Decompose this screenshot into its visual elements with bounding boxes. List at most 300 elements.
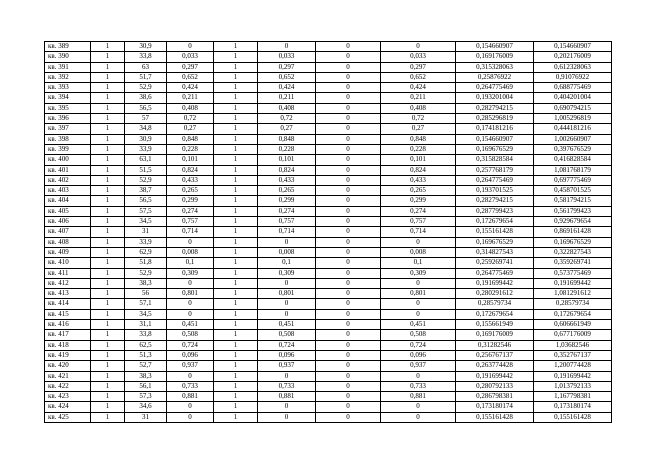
count-cell: 1 [91,350,125,360]
value-a-cell: 0,937 [167,361,214,371]
value-d-cell: 0 [381,237,456,247]
value-a-cell: 0,801 [167,289,214,299]
value-d-cell: 0,937 [381,361,456,371]
count-cell: 1 [91,217,125,227]
value-a-cell: 0,72 [167,114,214,124]
coef-cell: 1 [214,93,258,103]
count-cell: 1 [91,237,125,247]
area-cell: 62,5 [125,340,167,350]
value-a-cell: 0,733 [167,381,214,391]
count-cell: 1 [91,330,125,340]
value-d-cell: 0 [381,42,456,52]
value-d-cell: 0 [381,402,456,412]
coef-cell: 1 [214,155,258,165]
value-a-cell: 0,27 [167,124,214,134]
area-cell: 30,9 [125,42,167,52]
count-cell: 1 [91,278,125,288]
value-d-cell: 0,652 [381,72,456,82]
value-d-cell: 0,848 [381,134,456,144]
total-cell: 0,688775469 [534,83,612,93]
value-a-cell: 0,881 [167,392,214,402]
table-row [45,165,612,175]
value-d-cell: 0,824 [381,165,456,175]
value-c-cell: 0 [316,62,381,72]
share-cell: 0,285296819 [456,114,534,124]
count-cell: 1 [91,361,125,371]
apartment-cell: кв. 419 [45,350,91,360]
count-cell: 1 [91,155,125,165]
value-a-cell: 0,101 [167,155,214,165]
value-d-cell: 0 [381,371,456,381]
value-b-cell: 0,508 [258,330,316,340]
area-cell: 51,7 [125,72,167,82]
value-a-cell: 0,033 [167,52,214,62]
count-cell: 1 [91,371,125,381]
share-cell: 0,191699442 [456,278,534,288]
apartment-cell: кв. 402 [45,175,91,185]
value-b-cell: 0,228 [258,144,316,154]
total-cell: 0,697775469 [534,175,612,185]
value-d-cell: 0,299 [381,196,456,206]
value-d-cell: 0,27 [381,124,456,134]
count-cell: 1 [91,392,125,402]
value-c-cell: 0 [316,124,381,134]
count-cell: 1 [91,83,125,93]
share-cell: 0,280792133 [456,381,534,391]
apartment-cell: кв. 424 [45,402,91,412]
table-row [45,320,612,330]
total-cell: 1,081768179 [534,165,612,175]
value-d-cell: 0,265 [381,186,456,196]
value-b-cell: 0,27 [258,124,316,134]
value-a-cell: 0,848 [167,134,214,144]
table-body [45,42,612,423]
value-b-cell: 0,299 [258,196,316,206]
coef-cell: 1 [214,289,258,299]
table-row [45,42,612,52]
value-c-cell: 0 [316,186,381,196]
count-cell: 1 [91,72,125,82]
value-b-cell: 0,297 [258,62,316,72]
total-cell: 0,191699442 [534,278,612,288]
coef-cell: 1 [214,412,258,422]
count-cell: 1 [91,268,125,278]
total-cell: 0,169676529 [534,237,612,247]
value-d-cell: 0,274 [381,206,456,216]
count-cell: 1 [91,103,125,113]
table-row [45,217,612,227]
area-cell: 56,5 [125,103,167,113]
apartment-cell: кв. 410 [45,258,91,268]
total-cell: 1,013792133 [534,381,612,391]
coef-cell: 1 [214,144,258,154]
total-cell: 0,28579734 [534,299,612,309]
value-c-cell: 0 [316,83,381,93]
area-cell: 51,8 [125,258,167,268]
table-row [45,392,612,402]
value-a-cell: 0 [167,309,214,319]
coef-cell: 1 [214,258,258,268]
coef-cell: 1 [214,175,258,185]
value-d-cell: 0,714 [381,227,456,237]
table-row [45,299,612,309]
table-row [45,196,612,206]
value-a-cell: 0,008 [167,247,214,257]
area-cell: 57,3 [125,392,167,402]
apartment-cell: кв. 401 [45,165,91,175]
table-row [45,62,612,72]
apartment-cell: кв. 408 [45,237,91,247]
value-d-cell: 0,408 [381,103,456,113]
value-c-cell: 0 [316,320,381,330]
value-b-cell: 0,451 [258,320,316,330]
share-cell: 0,155161428 [456,227,534,237]
share-cell: 0,264775469 [456,268,534,278]
total-cell: 0,612328063 [534,62,612,72]
count-cell: 1 [91,42,125,52]
area-cell: 63,1 [125,155,167,165]
total-cell: 0,352767137 [534,350,612,360]
value-d-cell: 0,101 [381,155,456,165]
coef-cell: 1 [214,62,258,72]
total-cell: 0,322827543 [534,247,612,257]
share-cell: 0,169676529 [456,144,534,154]
value-b-cell: 0,714 [258,227,316,237]
coef-cell: 1 [214,392,258,402]
coef-cell: 1 [214,361,258,371]
value-b-cell: 0,824 [258,165,316,175]
coef-cell: 1 [214,330,258,340]
coef-cell: 1 [214,350,258,360]
share-cell: 0,282794215 [456,196,534,206]
total-cell: 1,005296819 [534,114,612,124]
value-d-cell: 0 [381,309,456,319]
coef-cell: 1 [214,103,258,113]
value-b-cell: 0,757 [258,217,316,227]
apartment-cell: кв. 400 [45,155,91,165]
data-table [44,41,612,423]
area-cell: 57 [125,114,167,124]
value-c-cell: 0 [316,103,381,113]
value-a-cell: 0,824 [167,165,214,175]
count-cell: 1 [91,175,125,185]
value-a-cell: 0 [167,237,214,247]
total-cell: 1,081291612 [534,289,612,299]
table-row [45,278,612,288]
area-cell: 57,5 [125,206,167,216]
value-d-cell: 0,1 [381,258,456,268]
value-a-cell: 0,1 [167,258,214,268]
share-cell: 0,193701525 [456,186,534,196]
table-row [45,371,612,381]
value-c-cell: 0 [316,268,381,278]
value-d-cell: 0,72 [381,114,456,124]
value-c-cell: 0 [316,381,381,391]
share-cell: 0,169176009 [456,52,534,62]
value-b-cell: 0,724 [258,340,316,350]
table-row [45,134,612,144]
total-cell: 0,416828584 [534,155,612,165]
count-cell: 1 [91,165,125,175]
area-cell: 30,9 [125,134,167,144]
total-cell: 1,002660907 [534,134,612,144]
value-c-cell: 0 [316,165,381,175]
value-d-cell: 0,733 [381,381,456,391]
value-b-cell: 0,096 [258,350,316,360]
coef-cell: 1 [214,402,258,412]
apartment-cell: кв. 395 [45,103,91,113]
value-c-cell: 0 [316,392,381,402]
share-cell: 0,25876922 [456,72,534,82]
total-cell: 0,172679654 [534,309,612,319]
share-cell: 0,257768179 [456,165,534,175]
apartment-cell: кв. 417 [45,330,91,340]
total-cell: 0,458701525 [534,186,612,196]
coef-cell: 1 [214,268,258,278]
value-a-cell: 0,265 [167,186,214,196]
count-cell: 1 [91,247,125,257]
area-cell: 51,3 [125,350,167,360]
total-cell: 0,929679654 [534,217,612,227]
value-b-cell: 0,733 [258,381,316,391]
value-b-cell: 0,274 [258,206,316,216]
area-cell: 38,3 [125,371,167,381]
apartment-cell: кв. 392 [45,72,91,82]
share-cell: 0,315328063 [456,62,534,72]
value-a-cell: 0,096 [167,350,214,360]
total-cell: 0,690794215 [534,103,612,113]
total-cell: 0,191699442 [534,371,612,381]
value-d-cell: 0,451 [381,320,456,330]
apartment-cell: кв. 416 [45,320,91,330]
total-cell: 0,869161428 [534,227,612,237]
table-row [45,175,612,185]
share-cell: 0,282794215 [456,103,534,113]
area-cell: 34,5 [125,309,167,319]
total-cell: 1,200774428 [534,361,612,371]
total-cell: 1,167798381 [534,392,612,402]
table-row [45,72,612,82]
table-row [45,155,612,165]
apartment-cell: кв. 398 [45,134,91,144]
total-cell: 0,581794215 [534,196,612,206]
value-b-cell: 0,211 [258,93,316,103]
value-b-cell: 0,408 [258,103,316,113]
coef-cell: 1 [214,42,258,52]
value-c-cell: 0 [316,371,381,381]
share-cell: 0,264775469 [456,175,534,185]
value-a-cell: 0,424 [167,83,214,93]
area-cell: 31,1 [125,320,167,330]
value-b-cell: 0 [258,42,316,52]
apartment-cell: кв. 414 [45,299,91,309]
value-c-cell: 0 [316,330,381,340]
value-c-cell: 0 [316,299,381,309]
value-c-cell: 0 [316,155,381,165]
value-c-cell: 0 [316,340,381,350]
area-cell: 33,8 [125,330,167,340]
value-b-cell: 0,033 [258,52,316,62]
table-row [45,237,612,247]
coef-cell: 1 [214,320,258,330]
value-c-cell: 0 [316,72,381,82]
coef-cell: 1 [214,278,258,288]
share-cell: 0,31282546 [456,340,534,350]
table-row [45,361,612,371]
area-cell: 56,1 [125,381,167,391]
value-c-cell: 0 [316,206,381,216]
coef-cell: 1 [214,309,258,319]
coef-cell: 1 [214,114,258,124]
table-row [45,402,612,412]
value-d-cell: 0,881 [381,392,456,402]
table-row [45,114,612,124]
share-cell: 0,28579734 [456,299,534,309]
value-b-cell: 0 [258,412,316,422]
total-cell: 1,03682546 [534,340,612,350]
apartment-cell: кв. 397 [45,124,91,134]
table-row [45,381,612,391]
value-d-cell: 0 [381,412,456,422]
apartment-cell: кв. 418 [45,340,91,350]
value-d-cell: 0,724 [381,340,456,350]
table-row [45,206,612,216]
value-b-cell: 0,424 [258,83,316,93]
count-cell: 1 [91,289,125,299]
apartment-cell: кв. 411 [45,268,91,278]
count-cell: 1 [91,309,125,319]
count-cell: 1 [91,340,125,350]
value-c-cell: 0 [316,247,381,257]
area-cell: 38,3 [125,278,167,288]
count-cell: 1 [91,320,125,330]
share-cell: 0,169676529 [456,237,534,247]
value-c-cell: 0 [316,217,381,227]
share-cell: 0,263774428 [456,361,534,371]
table-row [45,289,612,299]
count-cell: 1 [91,206,125,216]
value-c-cell: 0 [316,144,381,154]
count-cell: 1 [91,299,125,309]
table-row [45,258,612,268]
value-a-cell: 0,433 [167,175,214,185]
value-a-cell: 0 [167,412,214,422]
area-cell: 62,9 [125,247,167,257]
share-cell: 0,259269741 [456,258,534,268]
value-b-cell: 0 [258,402,316,412]
share-cell: 0,155161428 [456,412,534,422]
value-c-cell: 0 [316,258,381,268]
area-cell: 56,5 [125,196,167,206]
value-b-cell: 0 [258,309,316,319]
area-cell: 38,6 [125,93,167,103]
value-c-cell: 0 [316,227,381,237]
coef-cell: 1 [214,124,258,134]
area-cell: 56 [125,289,167,299]
coef-cell: 1 [214,217,258,227]
apartment-cell: кв. 415 [45,309,91,319]
area-cell: 31 [125,412,167,422]
value-a-cell: 0 [167,402,214,412]
total-cell: 0,359269741 [534,258,612,268]
total-cell: 0,606661949 [534,320,612,330]
value-d-cell: 0,508 [381,330,456,340]
value-a-cell: 0,211 [167,93,214,103]
area-cell: 34,6 [125,402,167,412]
value-b-cell: 0,1 [258,258,316,268]
apartment-cell: кв. 420 [45,361,91,371]
value-c-cell: 0 [316,42,381,52]
count-cell: 1 [91,52,125,62]
value-d-cell: 0 [381,278,456,288]
table-row [45,309,612,319]
coef-cell: 1 [214,381,258,391]
apartment-cell: кв. 389 [45,42,91,52]
coef-cell: 1 [214,134,258,144]
table-row [45,186,612,196]
value-a-cell: 0,652 [167,72,214,82]
table-row [45,83,612,93]
value-a-cell: 0,451 [167,320,214,330]
area-cell: 57,1 [125,299,167,309]
value-b-cell: 0,309 [258,268,316,278]
value-b-cell: 0 [258,278,316,288]
value-b-cell: 0,652 [258,72,316,82]
count-cell: 1 [91,124,125,134]
coef-cell: 1 [214,83,258,93]
value-b-cell: 0 [258,237,316,247]
value-c-cell: 0 [316,350,381,360]
count-cell: 1 [91,93,125,103]
total-cell: 0,677176009 [534,330,612,340]
count-cell: 1 [91,381,125,391]
apartment-cell: кв. 406 [45,217,91,227]
count-cell: 1 [91,402,125,412]
share-cell: 0,287799423 [456,206,534,216]
value-a-cell: 0,757 [167,217,214,227]
apartment-cell: кв. 404 [45,196,91,206]
area-cell: 34,8 [125,124,167,134]
share-cell: 0,172679654 [456,309,534,319]
value-d-cell: 0,096 [381,350,456,360]
count-cell: 1 [91,227,125,237]
count-cell: 1 [91,196,125,206]
value-a-cell: 0,297 [167,62,214,72]
value-b-cell: 0,881 [258,392,316,402]
share-cell: 0,154660907 [456,42,534,52]
area-cell: 52,9 [125,83,167,93]
count-cell: 1 [91,412,125,422]
value-c-cell: 0 [316,412,381,422]
value-a-cell: 0 [167,299,214,309]
value-b-cell: 0,801 [258,289,316,299]
value-d-cell: 0,033 [381,52,456,62]
coef-cell: 1 [214,299,258,309]
coef-cell: 1 [214,247,258,257]
table-row [45,330,612,340]
share-cell: 0,191699442 [456,371,534,381]
value-a-cell: 0 [167,371,214,381]
apartment-cell: кв. 412 [45,278,91,288]
value-a-cell: 0,228 [167,144,214,154]
share-cell: 0,280291612 [456,289,534,299]
value-c-cell: 0 [316,134,381,144]
apartment-cell: кв. 421 [45,371,91,381]
count-cell: 1 [91,144,125,154]
count-cell: 1 [91,134,125,144]
coef-cell: 1 [214,165,258,175]
coef-cell: 1 [214,206,258,216]
